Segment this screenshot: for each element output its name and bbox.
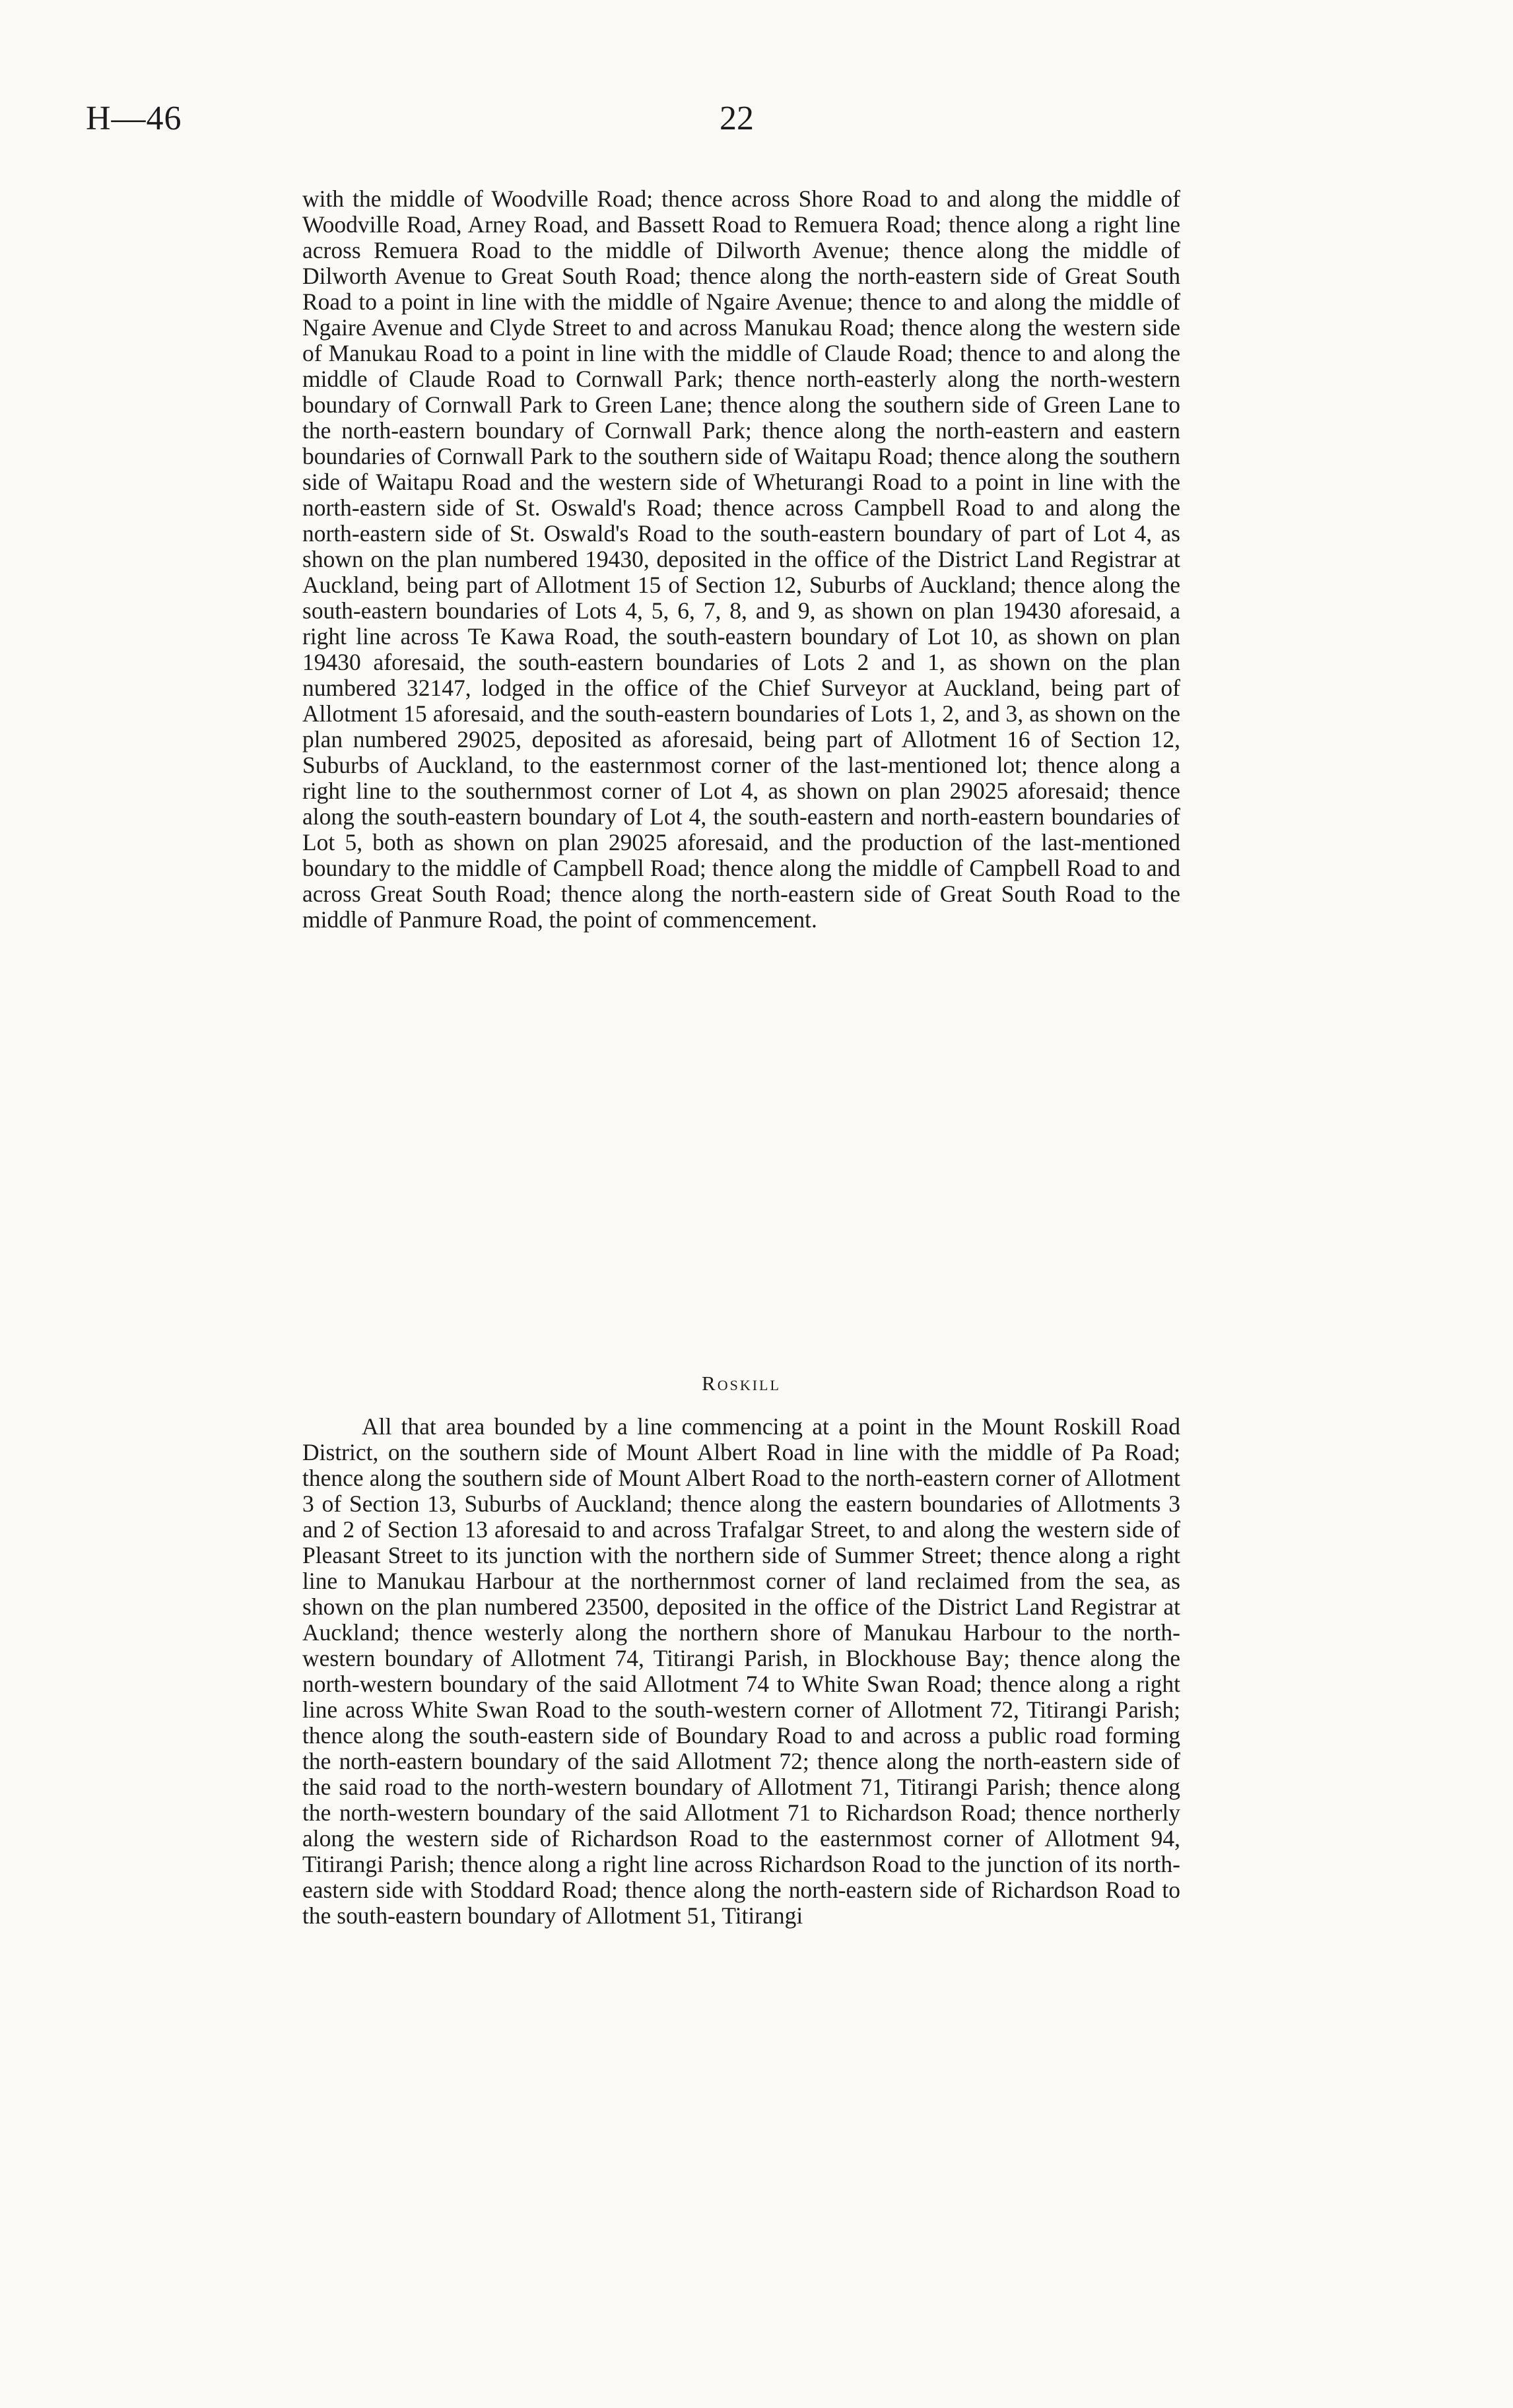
- section-heading-roskill: Roskill: [702, 1372, 781, 1395]
- page-reference: H—46: [86, 100, 182, 137]
- roskill-description-paragraph: All that area bounded by a line commencing at a point in the Mount Roskill Road District, on the southern side of Mount Albert Road in line with the middle of Pa Road; thence along the southern side of Mount Albert Road to the north-eastern corner of Allotment 3 of Section 13, Suburbs of Auckland; thence along the eastern boundaries of Allotments 3 and 2 of Section 13 aforesaid to and across Trafalgar Street, to and along the western side of Pleasant Street to its junction with the northern side of Summer Street; thence along a right line to Manukau Harbour at the northernmost corner of land reclaimed from the sea, as shown on the plan numbered 23500, deposited in the office of the District Land Registrar at Auckland; thence westerly along the northern shore of Manukau Harbour to the north-western boundary of Allotment 74, Titirangi Parish, in Blockhouse Bay; thence along the north-western boundary of the said Allotment 74 to White Swan Road; thence along a right line across White Swan Road to the south-western corner of Allotment 72, Titirangi Parish; thence along the south-eastern side of Boundary Road to and across a public road forming the north-eastern boundary of the said Allotment 72; thence along the north-eastern side of the said road to the north-western boundary of Allotment 71, Titirangi Parish; thence along the north-western boundary of the said Allotment 71 to Richardson Road; thence northerly along the western side of Richardson Road to the easternmost corner of Allotment 94, Titirangi Parish; thence along a right line across Richardson Road to the junction of its north-eastern side with Stoddard Road; thence along the north-eastern side of Richardson Road to the south-eastern boundary of Allotment 51, Titirangi: [302, 1413, 1180, 1929]
- page-number: 22: [720, 100, 754, 137]
- boundary-description-paragraph: with the middle of Woodville Road; thence across Shore Road to and along the middle of Woodville Road, Arney Road, and Bassett Road to Remuera Road; thence along a right line across Remuera Road to the middle of Dilworth Avenue; thence along the middle of Dilworth Avenue to Great South Road; thence along the north-eastern side of Great South Road to a point in line with the middle of Ngaire Avenue; thence to and along the middle of Ngaire Avenue and Clyde Street to and across Manukau Road; thence along the western side of Manukau Road to a point in line with the middle of Claude Road; thence to and along the middle of Claude Road to Cornwall Park; thence north-easterly along the north-western boundary of Cornwall Park to Green Lane; thence along the southern side of Green Lane to the north-eastern boundary of Cornwall Park; thence along the north-eastern and eastern boundaries of Cornwall Park to the southern side of Waitapu Road; thence along the southern side of Waitapu Road and the western side of Wheturangi Road to a point in line with the north-eastern side of St. Oswald's Road; thence across Campbell Road to and along the north-eastern side of St. Oswald's Road to the south-eastern boundary of part of Lot 4, as shown on the plan numbered 19430, deposited in the office of the District Land Registrar at Auckland, being part of Allotment 15 of Section 12, Suburbs of Auckland; thence along the south-eastern boundaries of Lots 4, 5, 6, 7, 8, and 9, as shown on plan 19430 aforesaid, a right line across Te Kawa Road, the south-eastern boundary of Lot 10, as shown on plan 19430 aforesaid, the south-eastern boundaries of Lots 2 and 1, as shown on the plan numbered 32147, lodged in the office of the Chief Surveyor at Auckland, being part of Allotment 15 aforesaid, and the south-eastern boundaries of Lots 1, 2, and 3, as shown on the plan numbered 29025, deposited as aforesaid, being part of Allotment 16 of Section 12, Suburbs of Auckland, to the easternmost corner of the last-mentioned lot; thence along a right line to the southernmost corner of Lot 4, as shown on plan 29025 aforesaid; thence along the south-eastern boundary of Lot 4, the south-eastern and north-eastern boundaries of Lot 5, both as shown on plan 29025 aforesaid, and the production of the last-mentioned boundary to the middle of Campbell Road; thence along the middle of Campbell Road to and across Great South Road; thence along the north-eastern side of Great South Road to the middle of Panmure Road, the point of commencement.: [302, 185, 1180, 933]
